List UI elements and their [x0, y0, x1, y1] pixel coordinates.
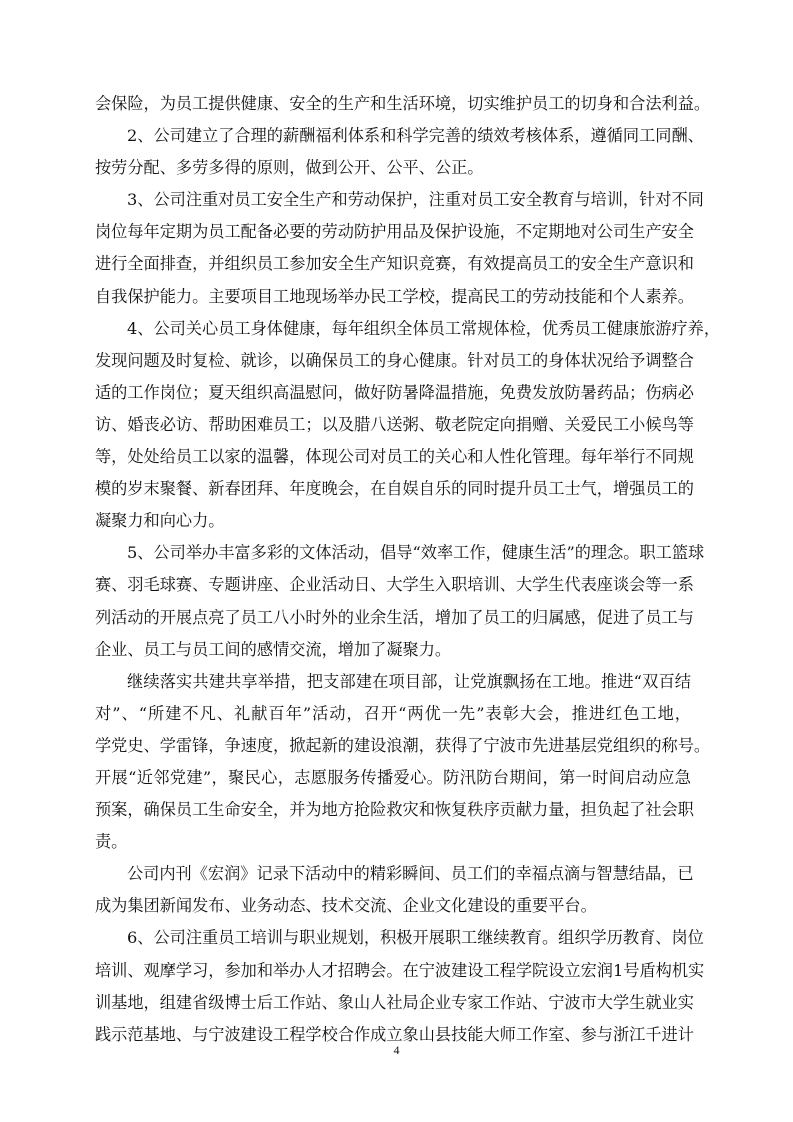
- text-line: 成为集团新闻发布、业务动态、技术交流、企业文化建设的重要平台。: [95, 896, 597, 916]
- text-line: 岗位每年定期为员工配备必要的劳动防护用品及保护设施，不定期地对公司生产安全: [95, 222, 694, 242]
- text-line: 访、婚丧必访、帮助困难员工；以及腊八送粥、敬老院定向捐赠、关爱民工小候鸟等: [95, 414, 694, 434]
- text-line: 预案，确保员工生命安全，并为地方抢险救灾和恢复秩序贡献力量，担负起了社会职: [95, 800, 694, 820]
- text-line: 赛、羽毛球赛、专题讲座、企业活动日、大学生入职培训、大学生代表座谈会等一系: [95, 575, 694, 595]
- text-line: 培训、观摩学习，参加和举办人才招聘会。在宁波建设工程学院设立宏润1号盾构机实: [95, 960, 705, 980]
- text-line: 公司内刊《宏润》记录下活动中的精彩瞬间、员工们的幸福点滴与智慧结晶，已: [127, 864, 694, 884]
- text-line: 2、公司建立了合理的薪酬福利体系和科学完善的绩效考核体系，遵循同工同酬、: [127, 126, 704, 146]
- text-line: 等，处处给员工以家的温馨，体现公司对员工的关心和人性化管理。每年举行不同规: [95, 447, 694, 467]
- text-line: 训基地，组建省级博士后工作站、象山人社局企业专家工作站、宁波市大学生就业实: [95, 992, 694, 1012]
- text-line: 责。: [95, 832, 128, 852]
- text-line: 6、公司注重员工培训与职业规划，积极开展职工继续教育。组织学历教育、岗位: [127, 928, 704, 948]
- text-line: 进行全面排查，并组织员工参加安全生产知识竞赛，有效提高员工的安全生产意识和: [95, 254, 694, 274]
- text-line: 继续落实共建共享举措，把支部建在项目部，让党旗飘扬在工地。推进“双百结: [127, 671, 691, 691]
- text-line: 开展“近邻党建”，聚民心，志愿服务传播爱心。防汛防台期间，第一时间启动应急: [95, 767, 691, 787]
- text-line: 5、公司举办丰富多彩的文体活动，倡导“效率工作，健康生活”的理念。职工篮球: [127, 543, 705, 563]
- text-line: 适的工作岗位；夏天组织高温慰问，做好防暑降温措施，免费发放防暑药品；伤病必: [95, 382, 694, 402]
- text-line: 践示范基地、与宁波建设工程学校合作成立象山县技能大师工作室、参与浙江千进计: [95, 1024, 694, 1044]
- text-line: 学党史、学雷锋，争速度，掀起新的建设浪潮，获得了宁波市先进基层党组织的称号。: [95, 735, 711, 755]
- text-line: 列活动的开展点亮了员工八小时外的业余生活，增加了员工的归属感，促进了员工与: [95, 607, 694, 627]
- text-line: 凝聚力和向心力。: [95, 511, 225, 531]
- text-line: 对”、“所建不凡、礼献百年”活动，召开“两优一先”表彰大会，推进红色工地，: [95, 703, 691, 723]
- text-line: 3、公司注重对员工安全生产和劳动保护，注重对员工安全教育与培训，针对不同: [127, 190, 704, 210]
- text-line: 企业、员工与员工间的感情交流，增加了凝聚力。: [95, 639, 452, 659]
- text-line: 按劳分配、多劳多得的原则，做到公开、公平、公正。: [95, 158, 484, 178]
- text-line: 会保险，为员工提供健康、安全的生产和生活环境，切实维护员工的切身和合法利益。: [95, 94, 711, 113]
- page-number: 4: [393, 1043, 400, 1057]
- text-line: 自我保护能力。主要项目工地现场举办民工学校，提高民工的劳动技能和个人素养。: [95, 286, 694, 306]
- text-line: 4、公司关心员工身体健康，每年组织全体员工常规体检，优秀员工健康旅游疗养，: [127, 318, 721, 338]
- document-body: [95, 88, 721, 1051]
- text-line: 模的岁末聚餐、新春团拜、年度晚会，在自娱自乐的同时提升员工士气，增强员工的: [95, 479, 694, 499]
- text-line: 发现问题及时复检、就诊，以确保员工的身心健康。针对员工的身体状况给予调整合: [95, 350, 694, 370]
